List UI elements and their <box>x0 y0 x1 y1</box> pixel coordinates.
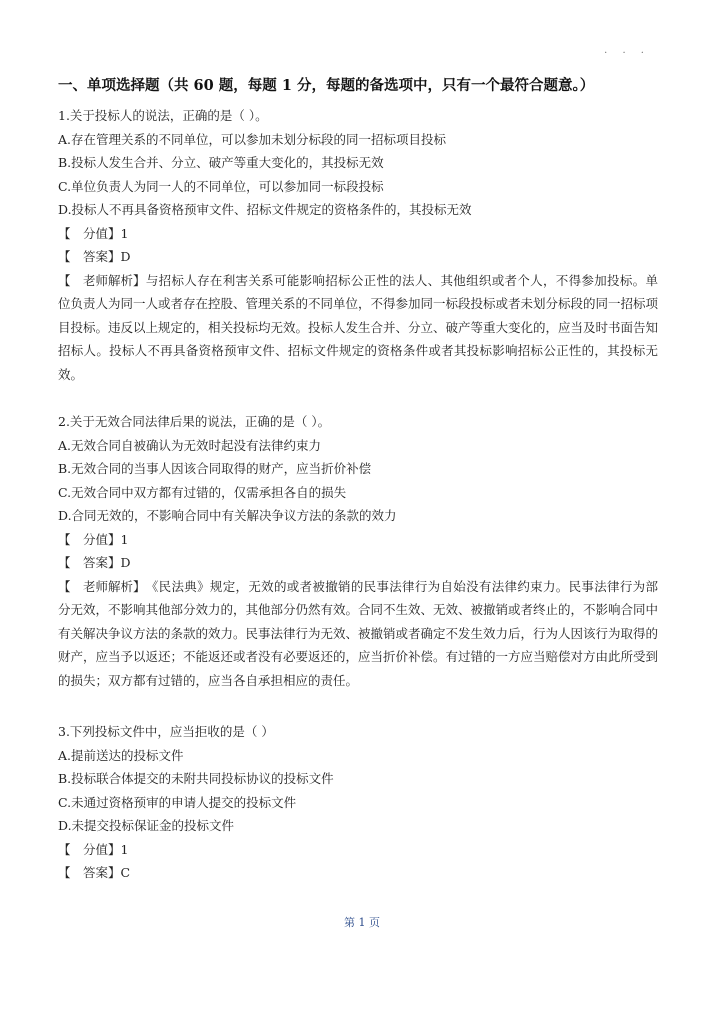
option-b: B.投标人发生合并、分立、破产等重大变化的，其投标无效 <box>58 155 384 170</box>
score-line: 【 分值】1 <box>58 225 129 241</box>
score-line: 【 分值】1 <box>58 531 129 547</box>
question-stem: 3.下列投标文件中，应当拒收的是（ ） <box>58 724 274 739</box>
question-1 <box>58 104 668 386</box>
option-c: C.未通过资格预审的申请人提交的投标文件 <box>58 794 297 810</box>
analysis-label: 【 老师解析】 <box>58 272 146 288</box>
option-a: A.存在管理关系的不同单位，可以参加未划分标段的同一招标项目投标 <box>58 131 447 147</box>
question-stem: 1.关于投标人的说法，正确的是（ ）。 <box>58 108 268 123</box>
analysis-text <box>58 575 658 693</box>
option-d: D.未提交投标保证金的投标文件 <box>58 818 235 833</box>
analysis-label: 【 老师解析】 <box>58 578 146 594</box>
analysis-text <box>58 269 658 387</box>
question-2 <box>58 410 668 692</box>
analysis-body: 与招标人存在利害关系可能影响招标公正性的法人、其他组织或者个人，不得参加投标。单位负责人为同一人或者存在控股、管理关系的不同单位，不得参加同一标段投标或者未划分标段的同一招标项目投标。违反以上规定的，相关投标均无效。投标人发生合并、分立、破产等重大变化的，应当及时书面告知招标人。投标人不再具备资格预审文件、招标文件规定的资格条件或者其投标影响招标公正性的，其投标无效。 <box>58 272 659 382</box>
option-b: B.无效合同的当事人因该合同取得的财产，应当折价补偿 <box>58 461 372 476</box>
corner-mark: · · · <box>604 48 650 59</box>
option-a: A.无效合同自被确认为无效时起没有法律约束力 <box>58 437 322 453</box>
option-a: A.提前送达的投标文件 <box>58 747 184 763</box>
option-c: C.单位负责人为同一人的不同单位，可以参加同一标段投标 <box>58 178 384 194</box>
option-d: D.投标人不再具备资格预审文件、招标文件规定的资格条件的，其投标无效 <box>58 202 472 217</box>
answer-line: 【 答案】D <box>58 249 131 264</box>
option-b: B.投标联合体提交的未附共同投标协议的投标文件 <box>58 771 334 786</box>
score-line: 【 分值】1 <box>58 841 129 857</box>
question-3 <box>58 720 668 885</box>
answer-line: 【 答案】C <box>58 865 131 880</box>
question-stem: 2.关于无效合同法律后果的说法，正确的是（ ）。 <box>58 414 331 429</box>
analysis-body: 《民法典》规定，无效的或者被撤销的民事法律行为自始没有法律约束力。民事法律行为部分无效，不影响其他部分效力的，其他部分仍然有效。合同不生效、无效、被撤销或者终止的，不影响合同中有关解决争议方法的条款的效力。民事法律行为无效、被撤销或者确定不发生效力后，行为人因该行为取得的财产，应当予以返还；不能返还或者没有必要返还的，应当折价补偿。有过错的一方应当赔偿对方由此所受到的损失；双方都有过错的，应当各自承担相应的责任。 <box>58 578 659 688</box>
section-title: 一、单项选择题（共 60 题，每题 1 分，每题的备选项中，只有一个最符合题意。） <box>58 77 595 94</box>
page-number: 第 1 页 <box>344 916 380 929</box>
answer-line: 【 答案】D <box>58 555 131 570</box>
option-c: C.无效合同中双方都有过错的，仅需承担各自的损失 <box>58 484 347 500</box>
option-d: D.合同无效的，不影响合同中有关解决争议方法的条款的效力 <box>58 508 397 523</box>
